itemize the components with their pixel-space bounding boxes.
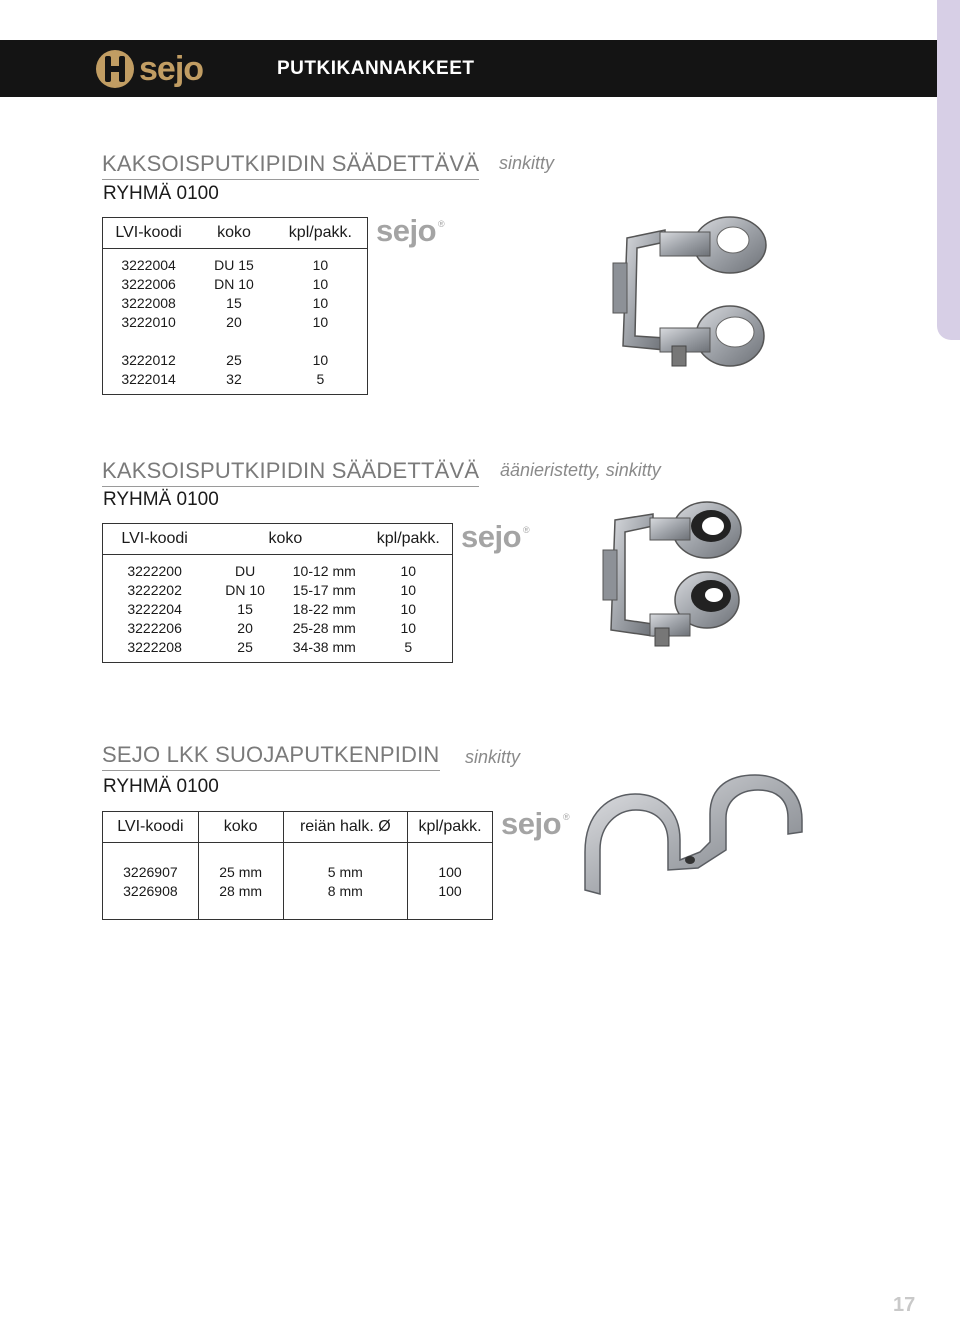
qty-cell: 10 <box>400 581 417 598</box>
size-cell: DN 10 <box>214 275 254 292</box>
section-1-title: KAKSOISPUTKIPIDIN SÄÄDETTÄVÄ <box>102 151 479 180</box>
table-row <box>103 637 453 656</box>
section-1-subtitle: sinkitty <box>499 153 555 173</box>
table-row <box>103 862 493 881</box>
logo-wordmark: sejo <box>139 49 204 88</box>
range-cell: 34-38 mm <box>292 638 356 655</box>
brand-text: sejo <box>501 806 562 841</box>
size-cell: 32 <box>226 370 242 387</box>
size-cell: DU <box>234 562 256 579</box>
code-cell: 3222004 <box>121 256 176 273</box>
qty-cell: 10 <box>312 256 329 273</box>
table-row <box>103 369 368 388</box>
hole-cell: 8 mm <box>283 881 408 900</box>
size-cell: DU 15 <box>214 256 254 273</box>
code-cell: 3226908 <box>103 881 199 900</box>
table-row <box>103 618 453 637</box>
section-1-group: RYHMÄ 0100 <box>103 183 219 204</box>
section-1-table <box>102 217 368 395</box>
hole-cell: 5 mm <box>283 862 408 881</box>
code-cell: 3222012 <box>121 351 176 368</box>
code-cell: 3222200 <box>127 562 182 579</box>
col-header: LVI-koodi <box>103 812 199 843</box>
code-cell: 3222010 <box>121 313 176 330</box>
size-cell: 28 mm <box>198 881 283 900</box>
table-row <box>103 561 453 580</box>
sejo-logo <box>95 47 203 91</box>
section-2-table <box>102 523 453 663</box>
section-3-group: RYHMÄ 0100 <box>103 776 219 797</box>
size-cell: 20 <box>226 313 242 330</box>
qty-cell: 10 <box>400 619 417 636</box>
size-cell: 25 <box>226 351 242 368</box>
section-2-title: KAKSOISPUTKIPIDIN SÄÄDETTÄVÄ <box>102 458 479 487</box>
section-3-subtitle: sinkitty <box>465 747 521 767</box>
insulated-double-pipe-clamp-photo <box>595 490 755 665</box>
qty-cell: 10 <box>400 600 417 617</box>
range-cell: 15-17 mm <box>292 581 356 598</box>
table-row <box>103 599 453 618</box>
qty-cell: 10 <box>312 275 329 292</box>
col-header: koko <box>198 812 283 843</box>
size-cell: 25 mm <box>198 862 283 881</box>
code-cell: 3222008 <box>121 294 176 311</box>
qty-cell: 10 <box>312 351 329 368</box>
code-cell: 3222202 <box>127 581 182 598</box>
qty-cell: 10 <box>312 294 329 311</box>
col-header: koko <box>206 524 364 555</box>
size-cell: 25 <box>237 638 253 655</box>
section-2-group: RYHMÄ 0100 <box>103 489 219 510</box>
double-pipe-clamp-photo <box>605 208 775 383</box>
table-row <box>103 312 368 331</box>
qty-cell: 100 <box>438 882 462 899</box>
col-header: LVI-koodi <box>103 524 207 555</box>
table-row <box>103 881 493 900</box>
code-cell: 3222006 <box>121 275 176 292</box>
section-3-title: SEJO LKK SUOJAPUTKENPIDIN <box>102 742 440 771</box>
col-header: reiän halk. Ø <box>283 812 408 843</box>
qty-cell: 10 <box>400 562 417 579</box>
brand-text: sejo <box>376 213 437 248</box>
page-title: PUTKIKANNAKKEET <box>277 58 475 79</box>
range-cell: 25-28 mm <box>292 619 356 636</box>
size-cell: DN 10 <box>225 581 265 598</box>
page-number: 17 <box>893 1294 916 1316</box>
size-cell: 15 <box>226 294 242 311</box>
code-cell: 3222206 <box>127 619 182 636</box>
qty-cell: 5 <box>404 638 413 655</box>
protective-pipe-holder-photo <box>580 772 810 897</box>
table-row <box>103 580 453 599</box>
table-row <box>103 274 368 293</box>
code-cell: 3226907 <box>103 862 199 881</box>
section-2-subtitle: äänieristetty, sinkitty <box>500 460 661 480</box>
code-cell: 3222208 <box>127 638 182 655</box>
col-header: kpl/pakk. <box>365 524 453 555</box>
section-3-table <box>102 811 493 920</box>
qty-cell: 100 <box>438 863 462 880</box>
sejo-brand-mark: sejo ® <box>461 519 530 554</box>
table-row <box>103 350 368 369</box>
size-cell: 15 <box>237 600 253 617</box>
brand-text: sejo <box>461 519 522 554</box>
code-cell: 3222204 <box>127 600 182 617</box>
sejo-brand-mark: sejo ® <box>501 806 570 841</box>
sejo-brand-mark: sejo ® <box>376 213 445 248</box>
qty-cell: 10 <box>312 313 329 330</box>
col-header: kpl/pakk. <box>408 812 493 843</box>
col-header: koko <box>194 218 274 249</box>
code-cell: 3222014 <box>121 370 176 387</box>
table-row <box>103 293 368 312</box>
range-cell: 10-12 mm <box>292 562 356 579</box>
size-cell: 20 <box>237 619 253 636</box>
col-header: LVI-koodi <box>103 218 195 249</box>
table-row <box>103 255 368 274</box>
qty-cell: 5 <box>316 370 325 387</box>
sejo-logo-icon <box>95 47 135 91</box>
chapter-tab <box>937 0 960 340</box>
range-cell: 18-22 mm <box>292 600 356 617</box>
col-header: kpl/pakk. <box>274 218 368 249</box>
